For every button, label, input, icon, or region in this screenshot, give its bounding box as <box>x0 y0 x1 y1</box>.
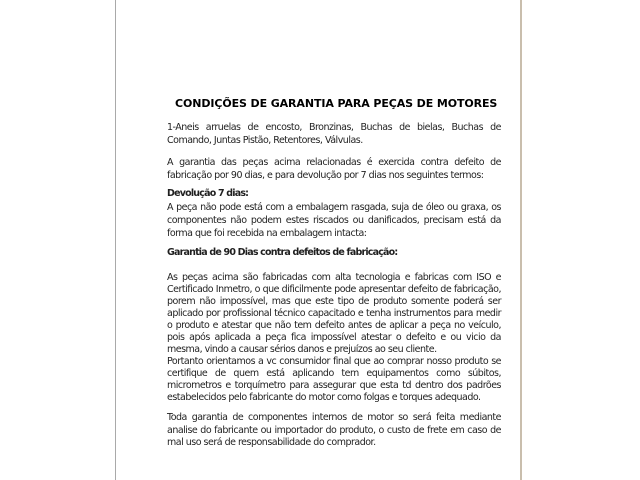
defects-warranty-paragraph-2: Portanto orientamos a vc consumidor final que ao comprar nosso produto se certifique de quem está aplicando tem equipamentos como súbitos, micrometros e torquímetro para assegurar que esta td dentro dos padrões estabelecidos pelo fabricante do motor como folgas e torques adequado. <box>167 356 501 403</box>
warranty-summary-paragraph: A garantia das peças acima relacionadas é exercida contra defeito de fabricação por 90 dias, e para devolução por 7 dias nos seguintes termos: <box>167 157 501 181</box>
internal-components-analysis-paragraph: Toda garantia de componentes internos de motor so será feita mediante analise do fabricante ou importador do produto, o custo de frete em caso de mal uso será de responsabilidade do comprador. <box>167 412 501 448</box>
defects-warranty-heading: Garantia de 90 Dias contra defeitos de fabricação: <box>167 247 398 258</box>
return-policy-paragraph: A peça não pode está com a embalagem rasgada, suja de óleo ou graxa, os componentes não podem estes riscados ou danificados, precisam está da forma que foi recebida na embalagem intacta: <box>167 202 501 239</box>
parts-list-paragraph: 1-Aneis arruelas de encosto, Bronzinas, Buchas de bielas, Buchas de Comando, Juntas Pistão, Retentores, Válvulas. <box>167 122 501 146</box>
document-title: CONDIÇÕES DE GARANTIA PARA PEÇAS DE MOTORES <box>175 97 498 110</box>
return-policy-heading: Devolução 7 dias: <box>167 188 249 199</box>
defects-warranty-paragraph-1: As peças acima são fabricadas com alta tecnologia e fabricas com ISO e Certificado Inmetro, o que dificilmente pode apresentar defeito de fabricação, porem não impossível, mas que este tipo de produto somente poderá ser aplicado por profissional técnico capacitado e tenha instrumentos para medir o produto e atestar que não tem defeito antes de aplicar a peça no veículo, pois após aplicada a peça fica impossível atestar o defeito e ou vicio da mesma, vindo a causar sérios danos e prejuízos ao seu cliente. <box>167 272 501 355</box>
page-left-edge-line <box>115 0 116 480</box>
warranty-document <box>167 97 501 450</box>
page-right-edge-line <box>520 0 522 480</box>
